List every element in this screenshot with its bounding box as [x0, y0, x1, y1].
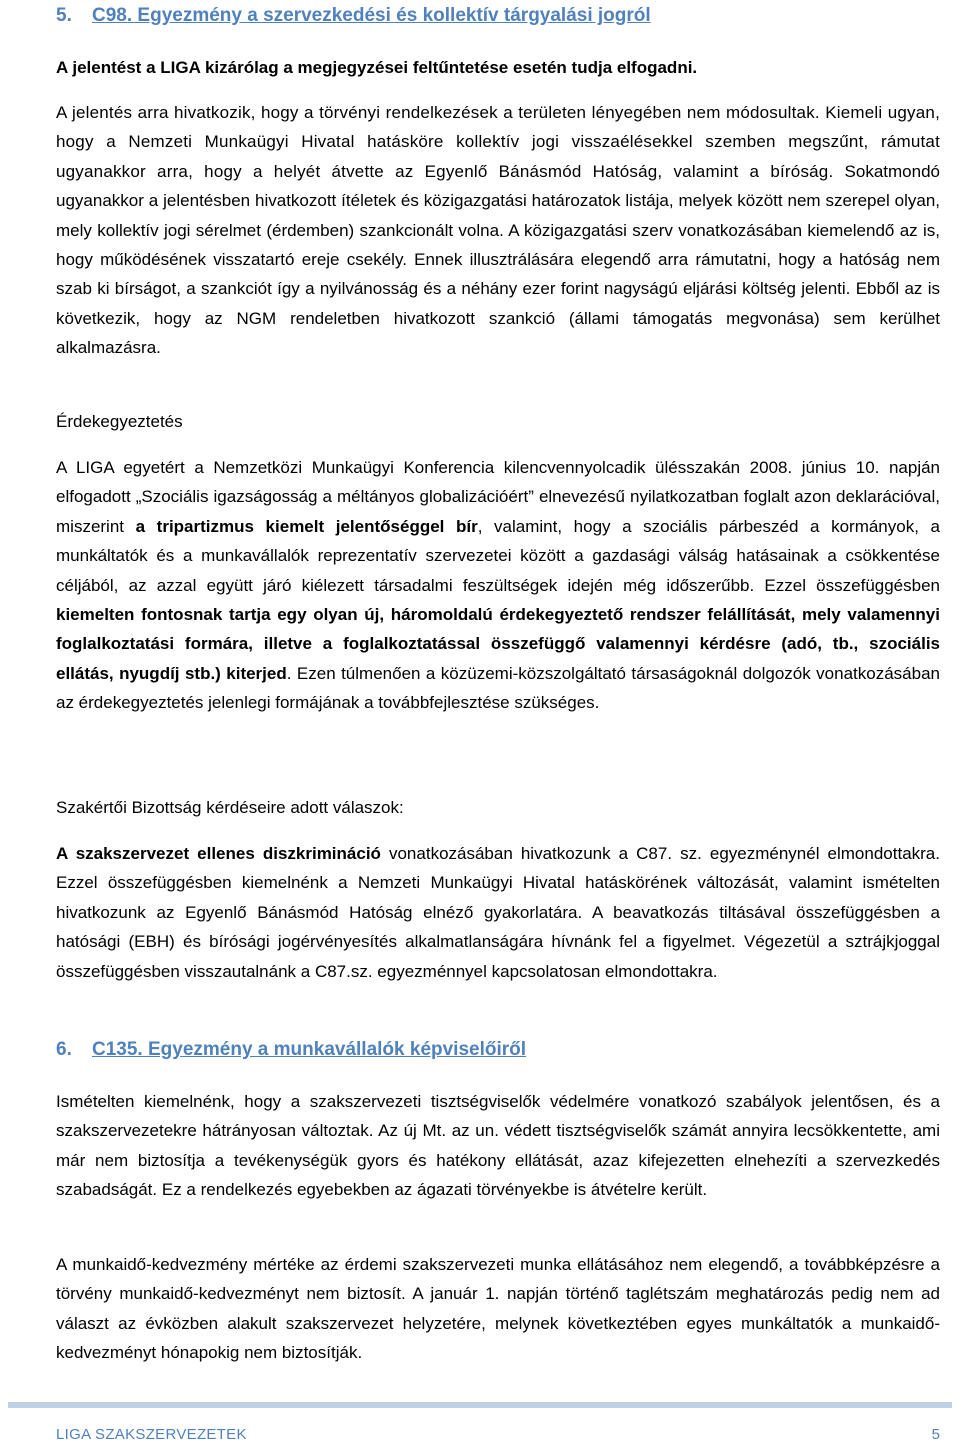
liga-text-3: . Ezen túlmenően a közüzemi-közszolgáltató társaságoknál dolgozók vonatkozásában az érdekegyeztetés jelenlegi formájának a továbbfejlesztése szükséges.	[56, 663, 940, 713]
report-sentence-1: A jelentés arra hivatkozik, hogy a törvényi rendelkezések a területen lényegében nem módosultak. Kiemeli ugyan, hogy a Nemzeti Munkaügyi Hivatal hatásköre kollektív jogi visszaélésekkel szemben megszűnt, rámutat ugyanakkor arra, hogy a helyét átvette az Egyenlő Bánásmód Hatóság, valamint a bíróság.	[56, 103, 940, 181]
section-number: 6.	[56, 1039, 72, 1060]
discrimination-text: vonatkozásában hivatkozunk a C87. sz. egyezménynél elmondottakra. Ezzel összefüggésben kiemelnénk a Nemzeti Munkaügyi Hivatal hatáskörének változását, valamint ismételten hivatkozunk az Egyenlő Bánásmód Hatóság elnéző gyakorlatára. A beavatkozás tiltásával összefüggésben a hatósági (EBH) és bírósági jogérvényesítés alkalmatlanságára hívnánk fel a figyelmet. Végezetül a sztrájkjoggal összefüggésben visszautalnánk a C87.sz. egyezménnyel kapcsolatosan elmondottakra.	[56, 844, 940, 981]
footer-organization: LIGA SZAKSZERVEZETEK	[56, 1426, 247, 1443]
discrimination-paragraph	[56, 839, 940, 986]
worktime-paragraph: A munkaidő-kedvezmény mértéke az érdemi szakszervezeti munka ellátásához nem elegendő, a továbbképzésre a törvény munkaidő-kedvezményt nem biztosít. A január 1. napján történő taglétszám meghatározás pedig nem ad választ az évközben alakult szakszervezet helyzetére, melynek következtében egyes munkáltatók a munkaidő-kedvezményt hónapokig nem biztosítják.	[56, 1255, 940, 1363]
discrimination-bold: A szakszervezet ellenes diszkrimináció	[56, 844, 381, 863]
section-title: C98. Egyezmény a szervezkedési és kollektív tárgyalási jogról	[92, 5, 651, 26]
liga-paragraph	[56, 453, 940, 718]
liga-text-1: A LIGA egyetért a Nemzetközi Munkaügyi Konferencia kilencvennyolcadik ülésszakán 2008. június 10. napján elfogadott „Szociális igazságosság a méltányos globalizációért” elnevezésű nyilatkozatban foglalt azon deklarációval, miszerint	[56, 458, 940, 536]
officials-paragraph: Ismételten kiemelnénk, hogy a szakszervezeti tisztségviselők védelmére vonatkozó szabályok jelentősen, és a szakszervezetekre hátrányosan változtak. Az új Mt. az un. védett tisztségviselők számát annyira lecsökkentette, ami már nem biztosítja a tevékenységük gyors és hatékony ellátását, azaz kifejezetten elnehezíti a szervezkedés szabadságát. Ez a rendelkezés egyebekben az ágazati törvényekbe is átvételre került.	[56, 1092, 940, 1200]
liga-bold-1: a tripartizmus kiemelt jelentőséggel bír	[135, 516, 478, 536]
report-paragraph	[56, 98, 940, 363]
committee-heading: Szakértői Bizottság kérdéseire adott válaszok:	[56, 798, 404, 817]
liga-text-2: , valamint, hogy a szociális párbeszéd a kormányok, a munkáltatók és a munkavállalók reprezentatív szervezetei között a gazdasági válság hatásainak a csökkentése céljából, az azzal együtt járó kiélezett társadalmi feszültségek idején még időszerűbb. Ezzel összefüggésben	[56, 516, 940, 595]
section-heading-c98	[56, 4, 940, 28]
section-heading-c135	[56, 1038, 940, 1062]
report-sentence-2: Sokatmondó ugyanakkor a jelentésben hivatkozott ítéletek és közigazgatási határozatok listája, melyek között nem szerepel olyan, mely kollektív jogi sérelmet (érdemben) szankcionált volna. A közigazgatási szerv vonatkozásában kiemelendő az is, hogy működésének visszatartó ereje csekély. Ennek illusztrálására elegendő arra rámutatni, hogy a hatóság nem szab ki bírságot, a szankciót így a nyilvánosság és a néhány ezer forint nagyságú eljárási költség jelenti. Ebből az is következik, hogy az NGM rendeletben hivatkozott szankció (állami támogatás megvonása) sem kerülhet alkalmazásra.	[56, 161, 940, 358]
footer-rule	[8, 1402, 952, 1408]
footer-page-number: 5	[931, 1426, 940, 1443]
subheading-erdekegyeztetes: Érdekegyeztetés	[56, 412, 183, 431]
section-number: 5.	[56, 5, 72, 26]
liga-bold-2: kiemelten fontosnak tartja egy olyan új, háromoldalú érdekegyeztető rendszer felállítását, mely valamennyi foglalkoztatási formára, illetve a foglalkoztatással összefüggő valamennyi kérdésre (adó, tb., szociális ellátás, nyugdíj stb.) kiterjed	[56, 605, 940, 683]
intro-paragraph: A jelentést a LIGA kizárólag a megjegyzései feltűntetése esetén tudja elfogadni.	[56, 58, 698, 77]
section-title: C135. Egyezmény a munkavállalók képviselőiről	[92, 1039, 527, 1060]
